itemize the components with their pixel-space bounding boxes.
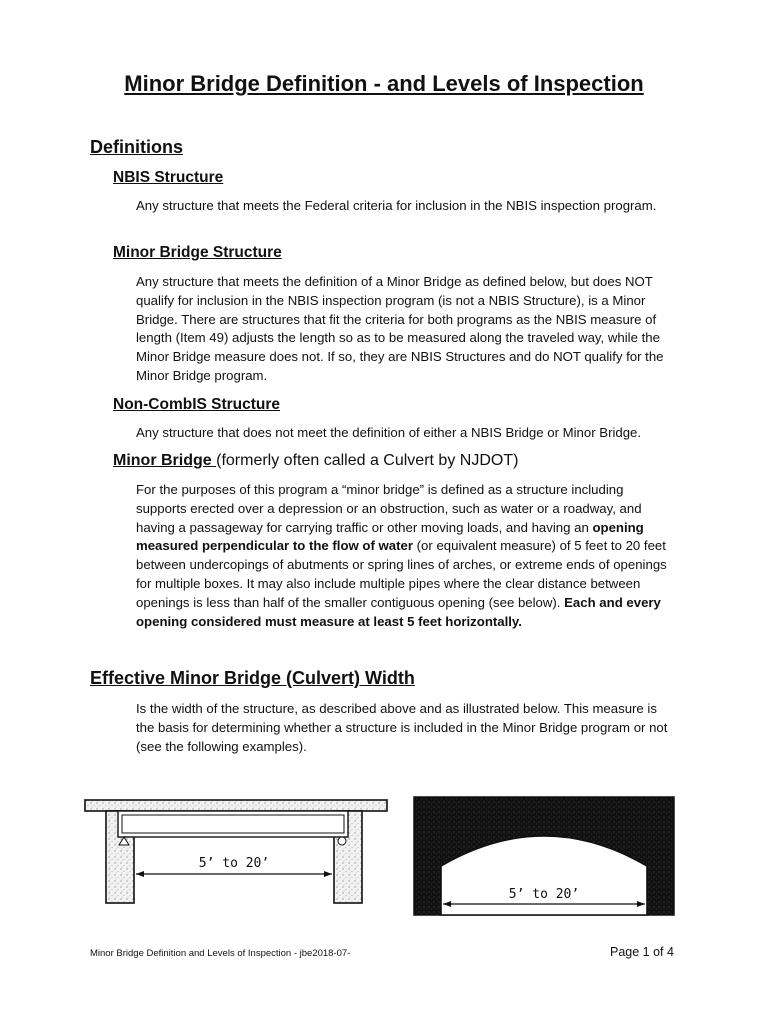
arch-culvert-figure (413, 796, 675, 916)
minor-bridge-text-part-1: For the purposes of this program a “minor bridge” is defined as a structure including supports erected over a depression or an obstruction, such as water or a roadway, and having a passageway for carrying traffic or other moving loads, and having an (136, 482, 642, 535)
page-title: Minor Bridge Definition - and Levels of Inspection (124, 71, 644, 96)
footer-document-name: Minor Bridge Definition and Levels of Inspection - jbe2018-07- (90, 948, 351, 959)
minor-bridge-structure-text: Any structure that meets the definition of a Minor Bridge as defined below, but does NOT qualify for inclusion in the NBIS inspection program (is not a NBIS Structure), is a Minor Bridge. There are structures that fit the criteria for both programs as the NBIS measure of length (Item 49) adjusts the length so as to be measured along the traveled way, while the Minor Bridge measure does not. If so, they are NBIS Structures and do NOT qualify for the Minor Bridge program. (136, 274, 664, 383)
minor-bridge-heading-text: Minor Bridge (113, 452, 217, 469)
effective-width-heading: Effective Minor Bridge (Culvert) Width (90, 668, 415, 688)
minor-bridge-heading (113, 452, 518, 470)
nbis-structure-heading (113, 169, 223, 187)
slab-bridge-figure (84, 796, 390, 906)
non-combis-text: Any structure that does not meet the definition of either a NBIS Bridge or Minor Bridge. (136, 425, 642, 440)
footer-page-number: Page 1 of 4 (610, 945, 674, 959)
non-combis-heading-text: Non-CombIS Structure (113, 396, 281, 413)
minor-bridge-structure-heading-text: Minor Bridge Structure (113, 244, 282, 261)
minor-bridge-text (136, 481, 676, 631)
nbis-structure-heading-text: NBIS Structure (113, 169, 224, 186)
arch-dimension-label: 5’ to 20’ (508, 887, 580, 902)
minor-bridge-heading-note: (formerly often called a Culvert by NJDOT) (216, 452, 519, 469)
nbis-structure-text: Any structure that meets the Federal criteria for inclusion in the NBIS inspection program. (136, 198, 657, 213)
slab-bearing-right (338, 837, 346, 845)
minor-bridge-text-bold-1: opening measured perpendicular to the flow of water (136, 519, 644, 554)
minor-bridge-text-bold-2: Each and every opening considered must measure at least 5 feet horizontally. (136, 594, 661, 629)
slab-deck (85, 800, 387, 811)
non-combis-heading (113, 396, 280, 414)
effective-width-text: Is the width of the structure, as described above and as illustrated below. This measure is the basis for determining whether a structure is included in the Minor Bridge program or not (see the following examples). (136, 701, 668, 754)
definitions-heading: Definitions (90, 137, 183, 157)
slab-dimension-label: 5’ to 20’ (198, 856, 270, 871)
slab-arrow-left (136, 871, 144, 877)
slab-arrow-right (324, 871, 332, 877)
minor-bridge-structure-heading (113, 244, 282, 262)
minor-bridge-text-part-2: (or equivalent measure) of 5 feet to 20 feet between undercopings of abutments or spring lines of arches, or extreme ends of openings for multiple boxes. It may also include multiple pipes where the clear distance between openings is less than half of the smaller contiguous opening (see below). (136, 538, 667, 610)
